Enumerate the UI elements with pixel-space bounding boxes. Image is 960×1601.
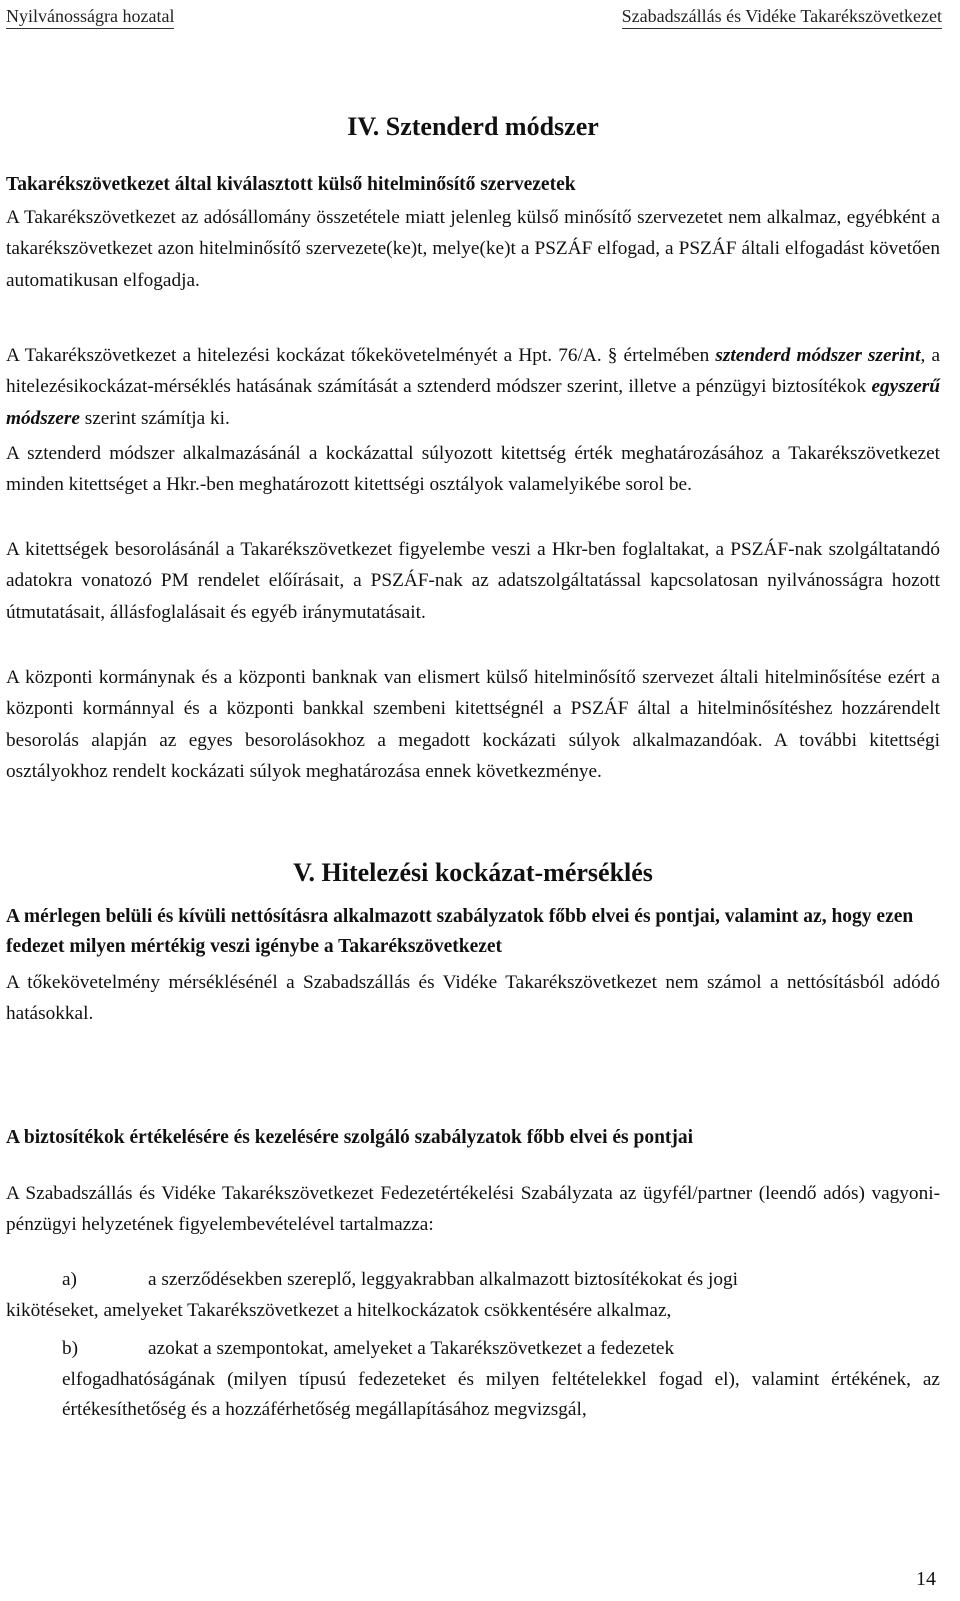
page-number: 14 <box>916 1568 936 1590</box>
list-item-text-rest: kikötéseket, amelyeket Takarékszövetkezet a hitelkockázatok csökkentésére alkalmaz, <box>6 1299 672 1321</box>
list-item-text-rest: elfogadhatóságának (milyen típusú fedezeteket és milyen feltételekkel fogad el), valamint értékének, az értékesíthetőség és a hozzáférhetőség megállapításához megvizsgál, <box>62 1368 940 1420</box>
section-4-subheading: Takarékszövetkezet által kiválasztott külső hitelminősítő szervezetek <box>6 174 576 195</box>
section-4-paragraph-4: A kitettségek besorolásánál a Takarékszövetkezet figyelembe veszi a Hkr-ben foglaltakat, a PSZÁF-nak szolgáltatandó adatokra vonatozó PM rendelet előírásait, a PSZÁF-nak az adatszolgáltatással kapcsolatosan nyilvánosságra hozott útmutatásait, állásfoglalásait és egyéb iránymutatásait. <box>6 539 940 623</box>
section-5-subheading: A mérlegen belüli és kívüli nettósításra alkalmazott szabályzatok főbb elvei és pontjai, valamint az, hogy ezen fedezet milyen mértékig veszi igénybe a Takarékszövetkezet <box>6 906 914 957</box>
section-5-subheading-2: A biztosítékok értékelésére és kezelésére szolgáló szabályzatok főbb elvei és pontjai <box>6 1127 694 1148</box>
p2-text-a: A Takarékszövetkezet a hitelezési kockázat tőkekövetelményét a Hpt. 76/A. § értelmében <box>6 345 716 366</box>
section-4-paragraph-5: A központi kormánynak és a központi banknak van elismert külső hitelminősítő szervezet általi hitelminősítése ezért a központi kormánnyal és a központi bankkal szembeni kitettségnél a PSZÁF által a hitelminősítéshez hozzárendelt besorolás alapján az egyes besorolásokhoz a megadott kockázati súlyok alkalmazandóak. A további kitettségi osztályokhoz rendelt kockázati súlyok meghatározása ennek következménye. <box>6 667 940 782</box>
section-5-title: V. Hitelezési kockázat-mérséklés <box>293 858 653 887</box>
list-item-marker: a) <box>62 1269 77 1290</box>
list-item-text-first: a szerződésekben szereplő, leggyakrabban alkalmazott biztosítékokat és jogi <box>148 1269 738 1290</box>
section-4-paragraph-2 <box>6 340 940 434</box>
section-4-title: IV. Sztenderd módszer <box>347 112 599 141</box>
list-item-marker: b) <box>62 1338 79 1359</box>
header-document-title: Nyilvánosságra hozatal <box>6 6 174 29</box>
section-4-paragraph-3: A sztenderd módszer alkalmazásánál a kockázattal súlyozott kitettség érték meghatározásához a Takarékszövetkezet minden kitettséget a Hkr.-ben meghatározott kitettségi osztályok valamelyikébe sorol be. <box>6 443 940 496</box>
p2-emphasis-method: sztenderd módszer szerint <box>715 345 921 366</box>
page-header <box>6 6 942 29</box>
section-5-paragraph-1: A tőkekövetelmény mérséklésénél a Szabadszállás és Vidéke Takarékszövetkezet nem számol a nettósításból adódó hatásokkal. <box>6 972 940 1025</box>
section-4-paragraph-1: A Takarékszövetkezet az adósállomány összetétele miatt jelenleg külső minősítő szervezetet nem alkalmaz, egyébként a takarékszövetkezet azon hitelminősítő szervezete(ke)t, melye(ke)t a PSZÁF elfogad, a PSZÁF általi elfogadást követően automatikusan elfogadja. <box>6 207 940 291</box>
list-item-text-first: azokat a szempontokat, amelyeket a Takarékszövetkezet a fedezetek <box>148 1338 675 1359</box>
p2-text-c: , a hitelezésikockázat-mérséklés hatásának számítását a sztenderd módszer szerint, illetve a pénzügyi biztosítékok <box>6 345 941 398</box>
p2-text-e: szerint számítja ki. <box>79 407 230 429</box>
p2-emphasis-simple-method: egyszerű módszere <box>6 376 940 429</box>
section-5-paragraph-2: A Szabadszállás és Vidéke Takarékszövetkezet Fedezetértékelési Szabályzata az ügyfél/partner (leendő adós) vagyoni-pénzügyi helyzetének figyelembevételével tartalmazza: <box>6 1183 940 1236</box>
list-item <box>6 1265 940 1326</box>
header-organization: Szabadszállás és Vidéke Takarékszövetkezet <box>622 6 942 29</box>
list-item <box>6 1334 940 1426</box>
